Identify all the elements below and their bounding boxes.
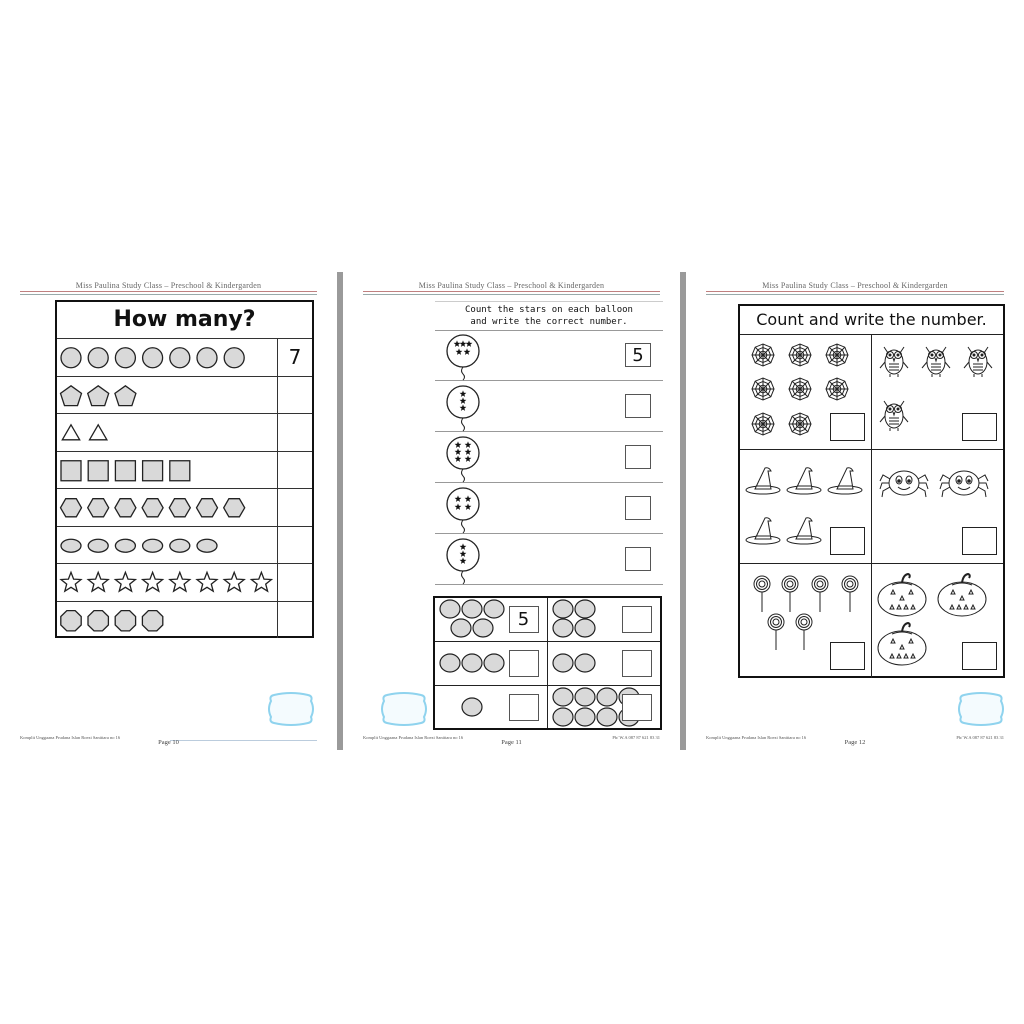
frame-badge — [958, 692, 1004, 726]
oval-shape — [61, 539, 81, 552]
lollipop-icon — [812, 576, 828, 612]
answer-box[interactable] — [962, 642, 997, 670]
grid-cell — [548, 685, 661, 728]
page-number: Page 12 — [844, 739, 866, 746]
grid-cell — [548, 641, 661, 684]
answer-box[interactable] — [622, 694, 652, 721]
grid-cell — [435, 685, 548, 728]
octagon-shape — [88, 610, 108, 630]
answer-box[interactable] — [509, 650, 539, 677]
count-cell — [872, 334, 1004, 449]
shape-group — [59, 564, 279, 602]
table-row — [57, 376, 312, 414]
spider-web-icon — [752, 344, 774, 366]
triangle-shape — [90, 425, 107, 440]
table-row — [57, 563, 312, 601]
answer-cell[interactable] — [277, 527, 312, 564]
shape-group — [59, 414, 279, 452]
owl-icon — [964, 347, 992, 377]
star-shape — [61, 572, 81, 591]
square-shape — [61, 460, 81, 480]
star-shape — [115, 572, 135, 591]
spider-web-icon — [752, 413, 774, 435]
answer-box[interactable] — [830, 527, 865, 555]
balloon-row — [435, 483, 663, 534]
hexagon-shape — [142, 499, 163, 517]
pumpkin-icon — [878, 574, 926, 616]
circle-shape — [462, 600, 482, 618]
shape-group — [59, 489, 279, 527]
answer-box[interactable] — [830, 642, 865, 670]
hexagon-shape — [169, 499, 190, 517]
table-row — [57, 451, 312, 489]
spider-icon — [880, 471, 928, 497]
answer-box[interactable] — [625, 496, 651, 520]
square-shape — [115, 460, 135, 480]
circle-shape — [451, 619, 471, 637]
spider-web-icon — [752, 378, 774, 400]
witch-hat-icon — [787, 467, 821, 493]
circle-shape — [115, 348, 135, 368]
witch-hat-icon — [828, 467, 862, 493]
star-shape — [143, 572, 163, 591]
witch-hat-icon — [787, 517, 821, 543]
circle-shape — [484, 600, 504, 618]
table-row — [57, 526, 312, 564]
square-shape — [143, 460, 163, 480]
hexagon-shape — [61, 499, 82, 517]
oval-shape — [88, 539, 108, 552]
spider-web-icon — [789, 344, 811, 366]
star-shape — [251, 572, 271, 591]
shape-group — [59, 452, 279, 490]
spider-web-icon — [826, 378, 848, 400]
answer-cell[interactable]: 7 — [277, 339, 312, 376]
worksheet-page-11 — [343, 272, 680, 750]
circle-shape — [553, 619, 573, 637]
answer-box[interactable]: 5 — [509, 606, 539, 633]
spider-icon — [940, 471, 988, 497]
footer-left: Komplit Unggaana Prudana Islan Roezi Sanittara no 16 — [706, 735, 807, 740]
shape-group — [59, 339, 279, 377]
balloon-row — [435, 330, 663, 381]
answer-box[interactable] — [625, 394, 651, 418]
balloon-icon — [443, 381, 483, 432]
count-cell — [740, 334, 872, 449]
answer-cell[interactable] — [277, 564, 312, 601]
circle-shape — [170, 348, 190, 368]
shape-group — [59, 527, 279, 565]
footer-left: Komplit Unggaana Prudana Islan Roezi Sanittara no 16 — [363, 735, 464, 740]
frame-badge — [268, 692, 314, 726]
lollipop-icon — [768, 614, 784, 650]
circle-shape — [575, 619, 595, 637]
spider-web-icon — [826, 344, 848, 366]
circle-shape — [553, 654, 573, 672]
answer-box[interactable] — [509, 694, 539, 721]
shape-group — [59, 602, 279, 640]
count-cell — [740, 563, 872, 678]
circle-shape — [597, 688, 617, 706]
circle-shape — [143, 348, 163, 368]
circle-shape — [484, 654, 504, 672]
lollipop-icon — [754, 576, 770, 612]
circle-shape — [575, 654, 595, 672]
page-header: Miss Paulina Study Class – Preschool & Kindergarden — [75, 281, 262, 290]
grid-cell — [548, 598, 661, 641]
lollipop-icon — [796, 614, 812, 650]
circle-shape — [575, 688, 595, 706]
footer-left: Komplit Unggaana Prudana Islan Roezi Sanittara no 16 — [20, 735, 121, 740]
circle-shape — [61, 348, 81, 368]
circle-shape — [575, 708, 595, 726]
answer-cell[interactable] — [277, 377, 312, 414]
grid-cell — [435, 598, 548, 641]
answer-cell[interactable] — [277, 452, 312, 489]
answer-box[interactable] — [625, 445, 651, 469]
hexagon-shape — [197, 499, 218, 517]
witch-hat-icon — [746, 517, 780, 543]
footer-right: Pb/ W.A 087 87 621 83 31 — [956, 735, 1004, 740]
octagon-shape — [142, 610, 162, 630]
star-shape — [88, 572, 108, 591]
count-cell — [872, 449, 1004, 564]
answer-box[interactable] — [830, 413, 865, 441]
circle-shape — [553, 708, 573, 726]
answer-box[interactable] — [962, 413, 997, 441]
hexagon-shape — [224, 499, 245, 517]
page-header: Miss Paulina Study Class – Preschool & Kindergarden — [762, 281, 948, 290]
pentagon-shape — [61, 385, 82, 405]
worksheet-page-12 — [686, 272, 1024, 750]
table-row — [57, 413, 312, 451]
page-title: Count and write the number. — [756, 310, 987, 329]
square-shape — [170, 460, 190, 480]
count-cell — [740, 449, 872, 564]
oval-shape — [115, 539, 135, 552]
lollipop-icon — [782, 576, 798, 612]
circle-shape — [224, 348, 244, 368]
worksheet-page-10 — [0, 272, 337, 750]
triangle-shape — [62, 425, 79, 440]
footer-right: Pb/ W.A 087 87 621 83 31 — [612, 735, 660, 740]
circle-shape — [473, 619, 493, 637]
circle-shape — [553, 688, 573, 706]
answer-cell[interactable] — [277, 489, 312, 526]
pumpkin-icon — [878, 623, 926, 665]
count-cell — [872, 563, 1004, 678]
circle-shape — [440, 600, 460, 618]
balloon-row — [435, 432, 663, 483]
page-header: Miss Paulina Study Class – Preschool & Kindergarden — [418, 281, 605, 290]
table-row — [57, 488, 312, 526]
answer-cell[interactable] — [277, 414, 312, 451]
page-number: Page 10 — [158, 739, 179, 746]
oval-shape — [143, 539, 163, 552]
answer-box[interactable]: 5 — [625, 343, 651, 367]
grid-cell — [435, 641, 548, 684]
answer-box[interactable] — [622, 606, 652, 633]
circle-shape — [462, 698, 482, 716]
pentagon-shape — [115, 385, 136, 405]
circle-shape — [440, 654, 460, 672]
answer-box[interactable] — [622, 650, 652, 677]
page-number: Page 11 — [501, 739, 522, 746]
circle-shape — [88, 348, 108, 368]
hexagon-shape — [115, 499, 136, 517]
how-many-table — [55, 300, 314, 638]
hexagon-shape — [88, 499, 109, 517]
octagon-shape — [115, 610, 135, 630]
shape-group — [59, 377, 279, 415]
pumpkin-icon — [938, 574, 986, 616]
circle-shape — [553, 600, 573, 618]
circle-shape — [197, 348, 217, 368]
circle-count-grid — [433, 596, 662, 730]
star-shape — [170, 572, 190, 591]
balloon-row — [435, 534, 663, 585]
spider-web-icon — [789, 378, 811, 400]
count-write-table — [738, 304, 1005, 678]
balloon-icon — [443, 534, 483, 585]
circle-shape — [462, 654, 482, 672]
circle-shape — [597, 708, 617, 726]
balloon-row — [435, 381, 663, 432]
square-shape — [88, 460, 108, 480]
balloon-icon — [443, 483, 483, 534]
owl-icon — [880, 347, 908, 377]
table-row — [57, 601, 312, 639]
oval-shape — [170, 539, 190, 552]
witch-hat-icon — [746, 467, 780, 493]
instruction-text: Count the stars on each balloon and write the correct number. — [465, 305, 633, 327]
page-title: How many? — [113, 307, 256, 332]
balloon-icon — [443, 330, 483, 381]
octagon-shape — [61, 610, 81, 630]
oval-shape — [197, 539, 217, 552]
answer-box[interactable] — [625, 547, 651, 571]
owl-icon — [880, 401, 908, 431]
star-shape — [197, 572, 217, 591]
owl-icon — [922, 347, 950, 377]
pentagon-shape — [88, 385, 109, 405]
table-row — [57, 338, 312, 376]
answer-cell[interactable] — [277, 602, 312, 639]
lollipop-icon — [842, 576, 858, 612]
spider-web-icon — [789, 413, 811, 435]
answer-box[interactable] — [962, 527, 997, 555]
frame-badge — [381, 692, 427, 726]
star-shape — [224, 572, 244, 591]
balloon-icon — [443, 432, 483, 483]
circle-shape — [575, 600, 595, 618]
